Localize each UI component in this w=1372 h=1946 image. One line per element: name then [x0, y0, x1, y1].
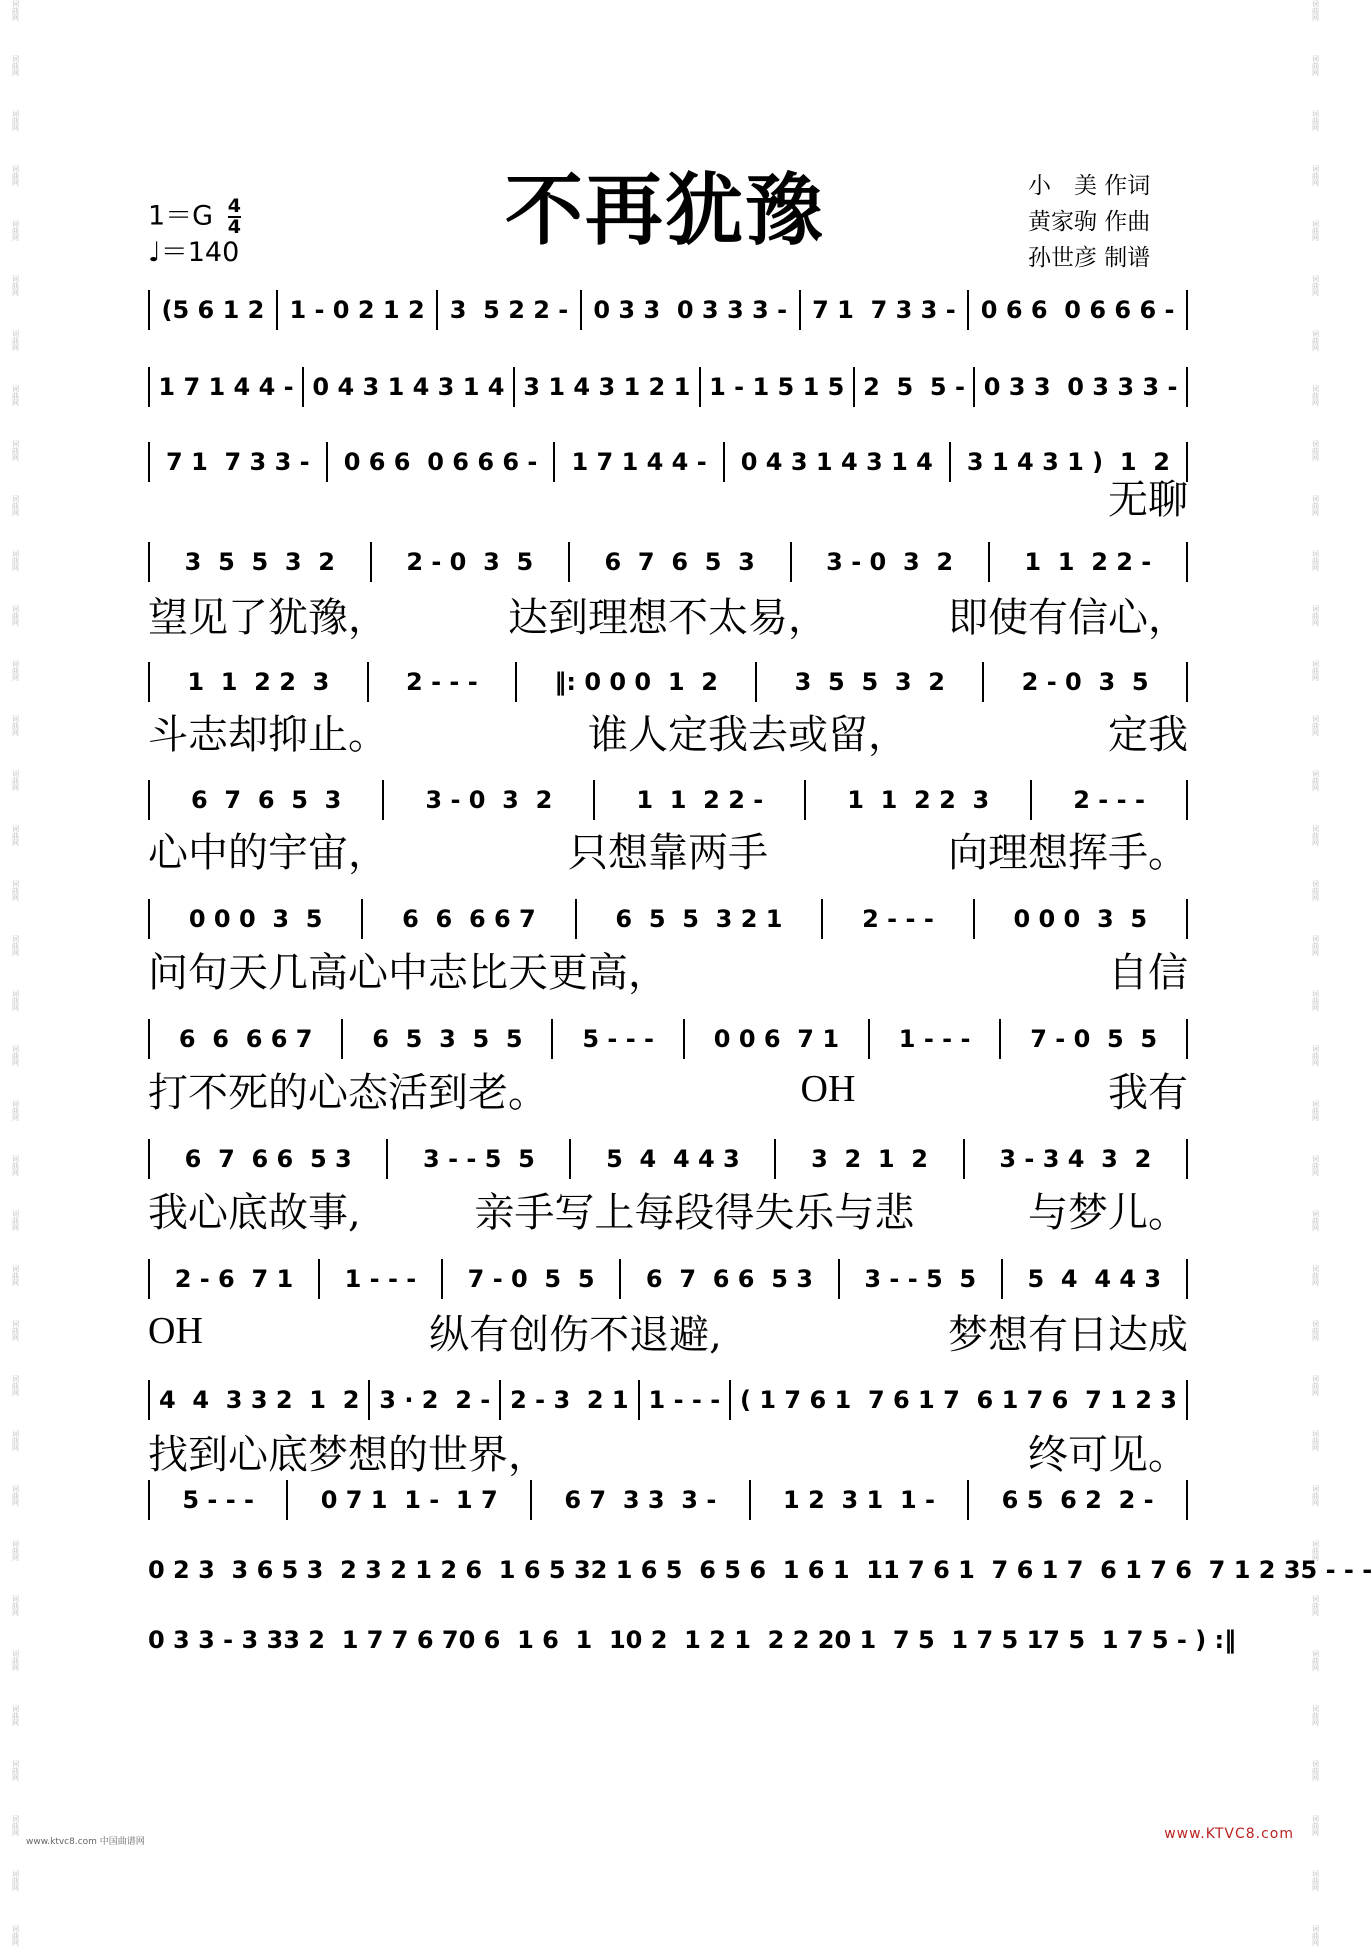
watermark-text: 词曲网	[11, 1870, 20, 1891]
watermark-text: 词曲网	[11, 880, 20, 901]
measure: 1 - - -	[344, 1265, 417, 1293]
barline	[148, 1019, 150, 1059]
watermark-text: 词曲网	[11, 715, 20, 736]
watermark-text: 词曲网	[1311, 1045, 1320, 1066]
lyric-phrase: 望见了犹豫，	[148, 594, 388, 641]
barline	[148, 290, 150, 330]
measure: 7 5 1 7 5 - ) :‖	[1043, 1626, 1237, 1654]
barline	[515, 662, 517, 702]
credit-arranger: 孙世彦 制谱	[1028, 245, 1151, 271]
footer-site-text: www.ktvc8.com 中国曲谱网	[26, 1837, 145, 1847]
measure: 1 - - -	[648, 1386, 721, 1414]
lyric-line-11	[148, 1425, 1188, 1477]
barline	[1186, 290, 1188, 330]
measure: 1 1 2 2 -	[636, 786, 764, 814]
barline	[1186, 780, 1188, 820]
measure: 3 - - 5 5	[864, 1265, 977, 1293]
barline	[821, 899, 823, 939]
measure: 3 5 5 3 2	[184, 548, 335, 576]
lyric-line-8	[148, 1063, 1188, 1115]
barline	[1030, 780, 1032, 820]
measure: 1 1 2 2 -	[1024, 548, 1152, 576]
watermark-text: 词曲网	[11, 1650, 20, 1671]
footer-site-logo: www.KTVC8.com	[1164, 1826, 1294, 1842]
barline	[368, 1380, 370, 1420]
measure: 3 1 4 3 1 ) 1 2	[966, 448, 1170, 476]
notation-system-1	[148, 288, 1188, 332]
measure: 6 6 6 6 7	[402, 905, 536, 933]
measure: 0 3 3 0 3 3 3 -	[593, 296, 788, 324]
watermark-text: 词曲网	[11, 1430, 20, 1451]
barline	[619, 1259, 621, 1299]
watermark-text: 词曲网	[1311, 935, 1320, 956]
measure: 6 7 6 5 3	[604, 548, 755, 576]
barline	[580, 290, 582, 330]
barline	[148, 1259, 150, 1299]
measure: 5 - - -	[1300, 1556, 1372, 1584]
barline	[530, 1480, 532, 1520]
barline	[318, 1259, 320, 1299]
lyric-phrase: 与梦儿。	[1028, 1189, 1188, 1236]
watermark-text: 词曲网	[1311, 275, 1320, 296]
barline	[551, 1019, 553, 1059]
notation-system-10	[148, 1257, 1188, 1301]
barline	[1186, 1019, 1188, 1059]
time-denominator: 4	[227, 216, 241, 238]
barline	[148, 1139, 150, 1179]
measure: 2 - - -	[406, 668, 478, 696]
watermark-text: 词曲网	[1311, 220, 1320, 241]
watermark-text: 词曲网	[11, 0, 20, 21]
watermark-text: 词曲网	[11, 1485, 20, 1506]
measure: 6 7 6 5 3	[191, 786, 342, 814]
barline	[593, 780, 595, 820]
barline	[148, 542, 150, 582]
measure: 1 7 6 1 7 6 1 7 6 1 7 6 7 1 2 3	[882, 1556, 1301, 1584]
watermark-text: 词曲网	[11, 385, 20, 406]
measure: 1 1 2 2 3	[847, 786, 990, 814]
watermark-text: 词曲网	[1311, 1100, 1320, 1121]
lyric-phrase: 斗志却抑止。	[148, 711, 388, 758]
watermark-text: 词曲网	[1311, 1925, 1320, 1946]
barline	[749, 1480, 751, 1520]
lyric-line-4	[148, 588, 1188, 640]
measure: 2 - - -	[862, 905, 934, 933]
measure: 0 1 7 5 1 7 5 1	[834, 1626, 1044, 1654]
notation-system-12	[148, 1478, 1188, 1522]
notation-system-6	[148, 778, 1188, 822]
watermark-text: 词曲网	[11, 275, 20, 296]
lyric-line-9	[148, 1183, 1188, 1235]
time-numerator: 4	[227, 195, 241, 217]
measure: 3 5 5 3 2	[794, 668, 945, 696]
measure: 0 7 1 1 - 1 7	[320, 1486, 498, 1514]
watermark-text: 词曲网	[11, 55, 20, 76]
credit-lyricist: 小 美 作词	[1028, 173, 1151, 199]
watermark-text: 词曲网	[1311, 55, 1320, 76]
left-watermark-strip	[4, 0, 26, 1946]
measure: 0 0 6 7 1	[713, 1025, 840, 1053]
barline	[999, 1019, 1001, 1059]
lyric-phrase: 问句天几高心中志比天更高，	[148, 949, 668, 996]
watermark-text: 词曲网	[1311, 1265, 1320, 1286]
measure: 7 1 7 3 3 -	[812, 296, 956, 324]
barline	[302, 367, 304, 407]
watermark-text: 词曲网	[11, 825, 20, 846]
watermark-text: 词曲网	[1311, 330, 1320, 351]
measure: 1 - - -	[898, 1025, 971, 1053]
measure: 1 1 2 2 3	[187, 668, 330, 696]
watermark-text: 词曲网	[1311, 715, 1320, 736]
barline	[568, 542, 570, 582]
measure: 0 2 1 2 1 2 2 2	[625, 1626, 835, 1654]
measure: 1 - 1 5 1 5	[709, 373, 845, 401]
measure: 2 - 0 3 5	[406, 548, 534, 576]
lyric-line-7	[148, 943, 1188, 995]
measure: 2 5 5 -	[863, 373, 965, 401]
watermark-text: 词曲网	[1311, 880, 1320, 901]
measure: ( 1 7 6 1 7 6 1 7 6 1 7 6 7 1 2 3	[740, 1386, 1177, 1414]
measure: 3 2 1 2	[811, 1145, 929, 1173]
barline	[804, 780, 806, 820]
measure: 0 4 3 1 4 3 1 4	[740, 448, 933, 476]
watermark-text: 词曲网	[1311, 1705, 1320, 1726]
lyric-phrase: 即使有信心，	[948, 594, 1188, 641]
barline	[853, 367, 855, 407]
lyric-phrase: 纵有创伤不退避,	[429, 1311, 722, 1358]
key-label: 1＝G	[148, 200, 214, 232]
measure: 1 7 1 4 4 -	[158, 373, 294, 401]
credit-composer: 黄家驹 作曲	[1028, 209, 1151, 235]
measure: 0 3 3 0 3 3 3 -	[983, 373, 1178, 401]
barline	[569, 1139, 571, 1179]
barline	[755, 662, 757, 702]
measure: 3 - 0 3 2	[826, 548, 954, 576]
measure: 3 5 2 2 -	[449, 296, 569, 324]
watermark-text: 词曲网	[11, 1815, 20, 1836]
lyric-phrase: 打不死的心态活到老。	[148, 1069, 548, 1116]
measure: 6 7 3 3 3 -	[564, 1486, 717, 1514]
watermark-text: 词曲网	[11, 660, 20, 681]
notation-system-4	[148, 540, 1188, 584]
watermark-text: 词曲网	[1311, 1870, 1320, 1891]
notation-system-7	[148, 897, 1188, 941]
watermark-text: 词曲网	[11, 1595, 20, 1616]
measure: 2 - - -	[1073, 786, 1145, 814]
barline	[1001, 1259, 1003, 1299]
barline	[286, 1480, 288, 1520]
measure: 4 4 3 3 2 1 2	[158, 1386, 360, 1414]
watermark-text: 词曲网	[11, 1210, 20, 1231]
notation-system-8	[148, 1017, 1188, 1061]
watermark-text: 词曲网	[11, 1265, 20, 1286]
watermark-text: 词曲网	[1311, 0, 1320, 21]
watermark-text: 词曲网	[1311, 1760, 1320, 1781]
barline	[1186, 1139, 1188, 1179]
watermark-text: 词曲网	[1311, 660, 1320, 681]
barline	[982, 662, 984, 702]
barline	[973, 899, 975, 939]
barline	[382, 780, 384, 820]
watermark-text: 词曲网	[1311, 1210, 1320, 1231]
measure: 6 7 6 6 5 3	[184, 1145, 352, 1173]
watermark-text: 词曲网	[1311, 440, 1320, 461]
measure: 0 6 6 0 6 6 6 -	[980, 296, 1175, 324]
lyric-phrase: 我心底故事,	[148, 1189, 361, 1236]
barline	[1186, 1380, 1188, 1420]
barline	[799, 290, 801, 330]
lyric-phrase: 定我	[1108, 711, 1188, 758]
watermark-text: 词曲网	[1311, 110, 1320, 131]
watermark-text: 词曲网	[1311, 495, 1320, 516]
lyric-phrase: OH	[800, 1068, 856, 1110]
barline	[1186, 1480, 1188, 1520]
barline	[441, 1259, 443, 1299]
barline	[683, 1019, 685, 1059]
barline	[638, 1380, 640, 1420]
song-title: 不再犹豫	[504, 165, 825, 256]
measure: 2 - 0 3 5	[1021, 668, 1149, 696]
notation-system-2	[148, 365, 1188, 409]
lyric-phrase: 自信	[1108, 949, 1188, 996]
measure: 3 - 0 3 2	[425, 786, 553, 814]
measure: 1 - 0 2 1 2	[289, 296, 425, 324]
lyric-phrase: 心中的宇宙，	[148, 829, 388, 876]
measure: 3 2 1 7 7 6 7	[283, 1626, 459, 1654]
barline	[436, 290, 438, 330]
measure: 3 - - 5 5	[423, 1145, 535, 1173]
lyric-line-5	[148, 705, 1188, 757]
measure: 6 5 3 5 5	[372, 1025, 523, 1053]
lyric-line-3	[148, 470, 1188, 522]
lyric-line-10	[148, 1305, 1188, 1357]
watermark-text: 词曲网	[1311, 1815, 1320, 1836]
barline	[361, 899, 363, 939]
watermark-text: 词曲网	[1311, 1485, 1320, 1506]
measure: ‖: 0 0 0 1 2	[554, 668, 718, 696]
measure: 7 1 7 3 3 -	[166, 448, 310, 476]
measure: 3 1 4 3 1 2 1	[523, 373, 691, 401]
barline	[1186, 662, 1188, 702]
watermark-text: 词曲网	[11, 1705, 20, 1726]
watermark-text: 词曲网	[1311, 1320, 1320, 1341]
watermark-text: 词曲网	[1311, 165, 1320, 186]
barline	[148, 899, 150, 939]
barline	[1186, 899, 1188, 939]
notation-system-11	[148, 1378, 1188, 1422]
lyric-phrase: 只想靠两手	[568, 829, 768, 876]
measure: 2 1 6 5 6 5 6 1 6 1 1	[590, 1556, 883, 1584]
barline	[967, 1480, 969, 1520]
measure: 5 - - -	[182, 1486, 254, 1514]
measure: 3 - 3 4 3 2	[999, 1145, 1152, 1173]
barline	[367, 662, 369, 702]
measure: 0 6 6 0 6 6 6 -	[343, 448, 538, 476]
watermark-text: 词曲网	[1311, 1155, 1320, 1176]
barline	[499, 1380, 501, 1420]
watermark-text: 词曲网	[1311, 1650, 1320, 1671]
measure: 0 2 3 3 6 5 3 2 3 2 1 2 6 1 6 5 3	[148, 1556, 591, 1584]
barline	[148, 1480, 150, 1520]
lyric-line-6	[148, 823, 1188, 875]
barline	[838, 1259, 840, 1299]
barline	[513, 367, 515, 407]
watermark-text: 词曲网	[1311, 1595, 1320, 1616]
watermark-text: 词曲网	[11, 550, 20, 571]
watermark-text: 词曲网	[11, 770, 20, 791]
barline	[699, 367, 701, 407]
watermark-text: 词曲网	[1311, 1375, 1320, 1396]
lyric-phrase: 亲手写上每段得失乐与悲	[474, 1189, 915, 1236]
barline	[988, 542, 990, 582]
lyric-phrase: 终可见。	[1028, 1431, 1188, 1478]
credits	[1028, 168, 1150, 276]
measure: (5 6 1 2	[161, 296, 265, 324]
watermark-text: 词曲网	[11, 1155, 20, 1176]
notation-system-14	[148, 1618, 1237, 1662]
measure: 2 - 3 2 1	[510, 1386, 629, 1414]
measure: 5 4 4 4 3	[1027, 1265, 1162, 1293]
watermark-text: 词曲网	[11, 1320, 20, 1341]
lyric-phrase: 找到心底梦想的世界，	[148, 1431, 548, 1478]
measure: 6 5 5 3 2 1	[615, 905, 783, 933]
barline	[370, 542, 372, 582]
watermark-text: 词曲网	[1311, 605, 1320, 626]
measure: 6 6 6 6 7	[178, 1025, 313, 1053]
watermark-text: 词曲网	[11, 110, 20, 131]
watermark-text: 词曲网	[1311, 550, 1320, 571]
lyric-phrase: OH	[148, 1310, 203, 1352]
watermark-text: 词曲网	[11, 1045, 20, 1066]
barline	[963, 1139, 965, 1179]
measure: 3 · 2 2 -	[379, 1386, 491, 1414]
measure: 1 7 1 4 4 -	[571, 448, 707, 476]
measure: 7 - 0 5 5	[467, 1265, 595, 1293]
measure: 0 0 0 3 5	[1013, 905, 1148, 933]
watermark-text: 词曲网	[1311, 1540, 1320, 1561]
measure: 5 - - -	[582, 1025, 655, 1053]
lyric-phrase: 我有	[1107, 1069, 1188, 1116]
watermark-text: 词曲网	[11, 1540, 20, 1561]
measure: 5 4 4 4 3	[606, 1145, 740, 1173]
measure: 0 0 0 3 5	[188, 905, 323, 933]
barline	[790, 542, 792, 582]
lyric-phrase: 梦想有日达成	[947, 1311, 1188, 1358]
lyric-phrase: 达到理想不太易，	[508, 594, 828, 641]
barline	[1186, 542, 1188, 582]
key-signature	[148, 197, 241, 237]
measure: 0 6 1 6 1 1	[458, 1626, 626, 1654]
watermark-text: 词曲网	[1311, 770, 1320, 791]
measure: 0 3 3 - 3 3	[148, 1626, 284, 1654]
watermark-text: 词曲网	[1311, 385, 1320, 406]
barline	[276, 290, 278, 330]
time-signature	[228, 197, 241, 237]
watermark-text: 词曲网	[11, 1100, 20, 1121]
notation-system-5	[148, 660, 1188, 704]
barline	[386, 1139, 388, 1179]
barline	[1186, 367, 1188, 407]
lyric-phrase: 无聊	[1108, 476, 1188, 523]
watermark-text: 词曲网	[11, 605, 20, 626]
watermark-text: 词曲网	[11, 330, 20, 351]
watermark-text: 词曲网	[11, 1760, 20, 1781]
watermark-text: 词曲网	[1311, 825, 1320, 846]
measure: 2 - 6 7 1	[174, 1265, 294, 1293]
barline	[148, 662, 150, 702]
barline	[148, 1380, 150, 1420]
watermark-text: 词曲网	[11, 495, 20, 516]
measure: 6 5 6 2 2 -	[1001, 1486, 1154, 1514]
watermark-text: 词曲网	[11, 935, 20, 956]
watermark-text: 词曲网	[1311, 990, 1320, 1011]
barline	[774, 1139, 776, 1179]
measure: 0 4 3 1 4 3 1 4	[312, 373, 505, 401]
measure: 1 2 3 1 1 -	[783, 1486, 935, 1514]
watermark-text: 词曲网	[11, 1375, 20, 1396]
barline	[341, 1019, 343, 1059]
watermark-text: 词曲网	[11, 1925, 20, 1946]
watermark-text: 词曲网	[11, 220, 20, 241]
tempo-marking: ♩＝140	[148, 237, 240, 268]
lyric-phrase: 谁人定我去或留，	[588, 711, 908, 758]
barline	[575, 899, 577, 939]
barline	[148, 367, 150, 407]
watermark-text: 词曲网	[11, 165, 20, 186]
measure: 7 - 0 5 5	[1030, 1025, 1158, 1053]
measure: 6 7 6 6 5 3	[645, 1265, 813, 1293]
watermark-text: 词曲网	[1311, 1430, 1320, 1451]
barline	[868, 1019, 870, 1059]
barline	[967, 290, 969, 330]
lyric-phrase: 向理想挥手。	[948, 829, 1188, 876]
notation-system-9	[148, 1137, 1188, 1181]
barline	[973, 367, 975, 407]
barline	[1186, 1259, 1188, 1299]
watermark-text: 词曲网	[11, 440, 20, 461]
watermark-text: 词曲网	[11, 990, 20, 1011]
barline	[729, 1380, 731, 1420]
barline	[148, 780, 150, 820]
